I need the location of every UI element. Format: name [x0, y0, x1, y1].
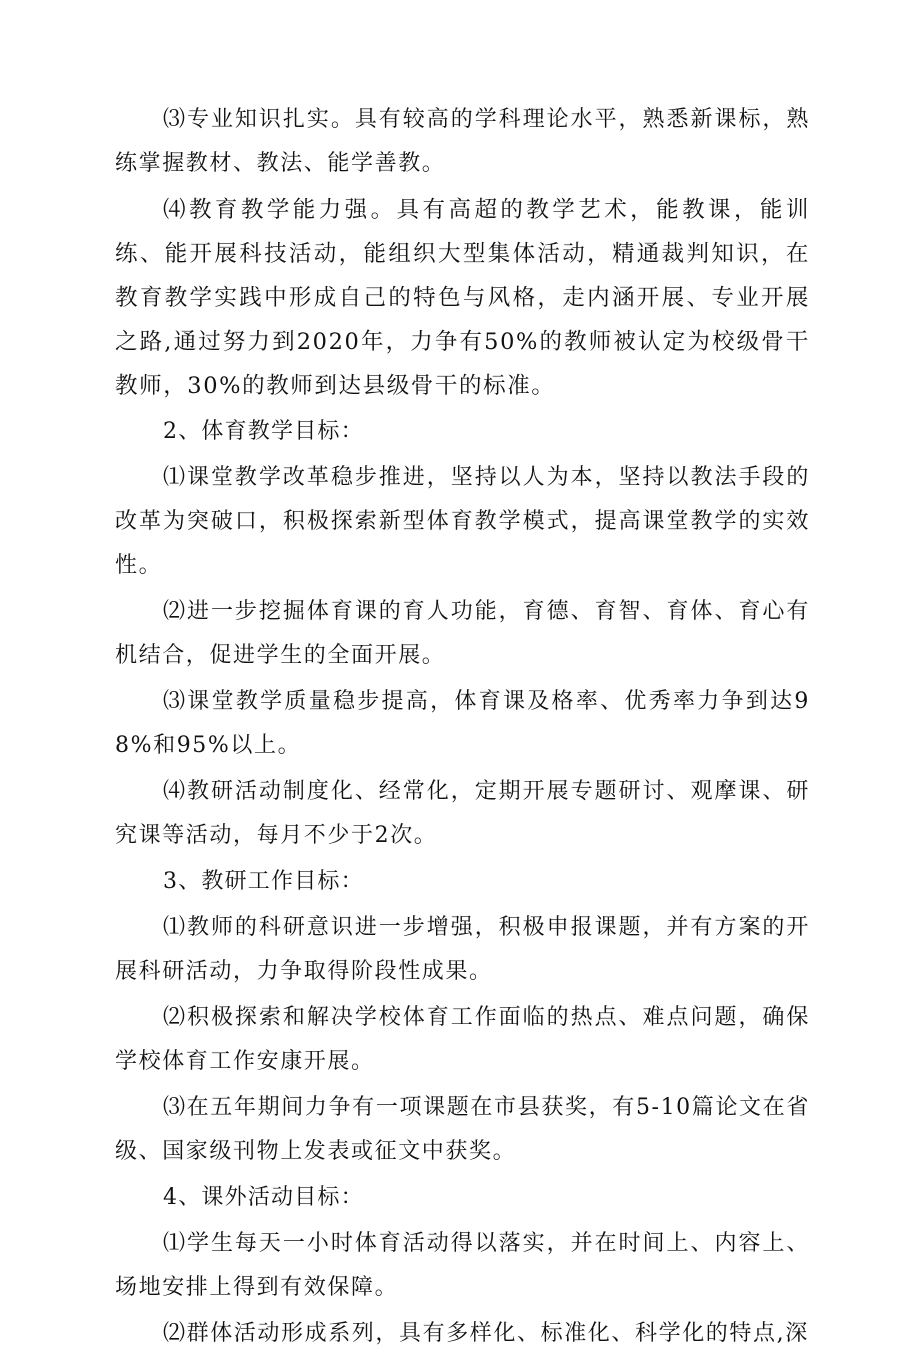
section-heading-4: 4、课外活动目标：: [163, 1185, 364, 1210]
paragraph-3: ⑴课堂教学改革稳步推进，坚持以人为本，坚持以教法手段的改革为突破口，积极探索新型体育教学模式，提高课堂教学的实效性。: [115, 465, 810, 578]
paragraph-9: ⑶在五年期间力争有一项课题在市县获奖，有5-10篇论文在省级、国家级刊物上发表或征文中获奖。: [115, 1095, 810, 1164]
paragraph-8: ⑵积极探索和解决学校体育工作面临的热点、难点问题，确保学校体育工作安康开展。: [115, 1005, 810, 1074]
paragraph-5: ⑶课堂教学质量稳步提高，体育课及格率、优秀率力争到达98%和95%以上。: [115, 689, 810, 758]
paragraph-11: ⑵群体活动形成系列，具有多样化、标准化、科学化的特点,深: [163, 1321, 809, 1346]
paragraph-2: ⑷教育教学能力强。具有高超的教学艺术，能教课，能训练、能开展科技活动，能组织大型集体活动，精通裁判知识，在教育教学实践中形成自己的特色与风格，走内涵开展、专业开展之路,通过努力到2020年，力争有50%的教师被认定为校级骨干教师，30%的教师到达县级骨干的标准。: [115, 197, 810, 399]
paragraph-6: ⑷教研活动制度化、经常化，定期开展专题研讨、观摩课、研究课等活动，每月不少于2次。: [115, 779, 810, 848]
paragraph-10: ⑴学生每天一小时体育活动得以落实，并在时间上、内容上、场地安排上得到有效保障。: [115, 1231, 810, 1300]
section-heading-3: 3、教研工作目标：: [163, 869, 364, 894]
paragraph-7: ⑴教师的科研意识进一步增强，积极申报课题，并有方案的开展科研活动，力争取得阶段性成果。: [115, 915, 810, 984]
section-heading-2: 2、体育教学目标：: [163, 419, 364, 444]
paragraph-4: ⑵进一步挖掘体育课的育人功能，育德、育智、育体、育心有机结合，促进学生的全面开展。: [115, 599, 810, 668]
paragraph-1: ⑶专业知识扎实。具有较高的学科理论水平，熟悉新课标，熟练掌握教材、教法、能学善教。: [115, 107, 810, 176]
